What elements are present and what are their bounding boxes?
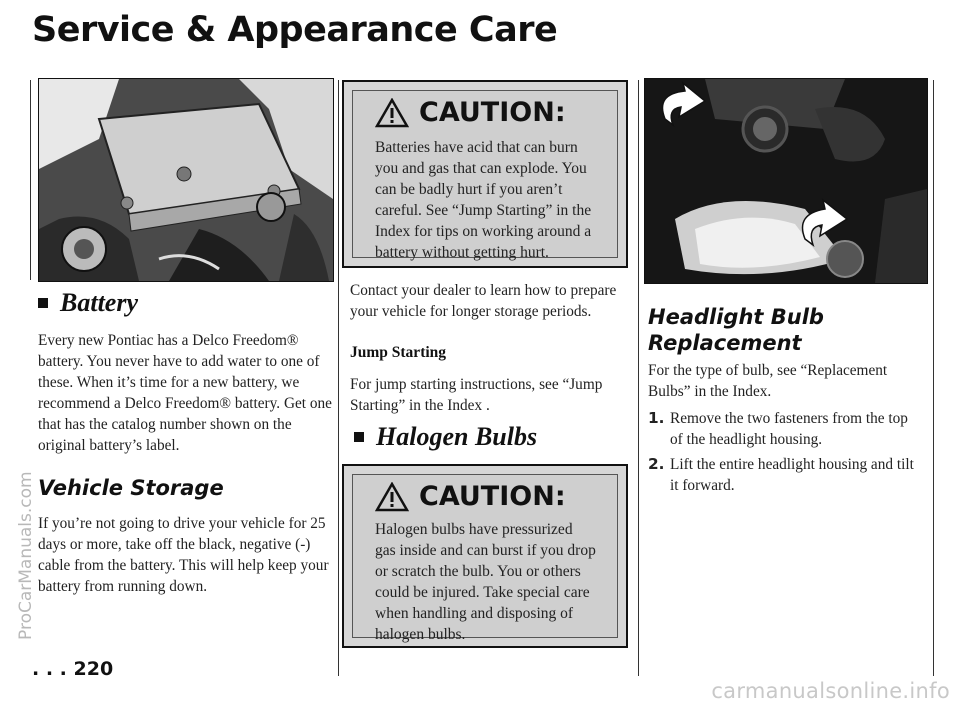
- step-text: Lift the entire headlight housing and tilt it forward.: [670, 456, 914, 494]
- page-edge-rule-left: [30, 80, 31, 280]
- headlight-photo: [644, 78, 928, 284]
- caution-title-text: CAUTION:: [419, 97, 566, 128]
- side-watermark: [0, 240, 36, 660]
- caution-box-battery: [342, 80, 628, 268]
- battery-heading-text: Battery: [60, 288, 138, 317]
- vehicle-storage-heading: Vehicle Storage: [38, 476, 224, 500]
- side-watermark-text: ProCarManuals.com: [16, 471, 36, 640]
- halogen-heading: [354, 422, 537, 452]
- step-number: 1.: [648, 409, 665, 427]
- bottom-watermark: carmanualsonline.info: [711, 679, 950, 703]
- bullet-square-icon: [354, 432, 364, 442]
- page-number: . . . 220: [32, 658, 114, 680]
- caution-body: Halogen bulbs have pressurized gas inside and can burst if you drop or scratch the bulb. You or others could be injured. Take special care when handling and disposing of halogen bulbs.: [375, 521, 596, 643]
- jump-starting-body: For jump starting instructions, see “Jump Starting” in the Index .: [350, 376, 603, 414]
- headlight-heading: Headlight Bulb Replacement: [648, 305, 824, 355]
- caution-box-halogen: [342, 464, 628, 648]
- step-text: Remove the two fasteners from the top of the headlight housing.: [670, 410, 908, 448]
- bullet-square-icon: [38, 298, 48, 308]
- caution-title-text: CAUTION:: [419, 481, 566, 512]
- halogen-heading-text: Halogen Bulbs: [376, 422, 538, 451]
- caution-box-inner: [352, 90, 618, 261]
- battery-section: [38, 288, 332, 456]
- caution-title: [375, 97, 566, 128]
- jump-starting-heading: Jump Starting: [350, 344, 447, 361]
- headlight-photo-illustration: [645, 79, 927, 283]
- vehicle-storage-section: [38, 475, 332, 597]
- battery-photo: [38, 78, 334, 282]
- warning-triangle-icon: [375, 482, 409, 512]
- battery-heading: [38, 288, 332, 318]
- step-number: 2.: [648, 455, 665, 473]
- headlight-step-2: [648, 454, 918, 496]
- headlight-step-1: [648, 408, 918, 450]
- caution-title: [375, 481, 566, 512]
- page-edge-rule: [933, 80, 934, 676]
- headlight-intro: For the type of bulb, see “Replacement Bulbs” in the Index.: [648, 362, 888, 400]
- page-title: Service & Appearance Care: [32, 10, 558, 50]
- caution-body: Batteries have acid that can burn you and gas that can explode. You can be badly hurt if you aren’t careful. See “Jump Starting” in the Index for tips on working around a battery without getting hurt.: [375, 139, 592, 261]
- battery-photo-illustration: [39, 79, 333, 281]
- vehicle-storage-body: If you’re not going to drive your vehicle for 25 days or more, take off the black, negative (-) cable from the battery. This will help keep your battery from running down.: [38, 515, 329, 595]
- battery-body: Every new Pontiac has a Delco Freedom® battery. You never have to add water to one of these. When it’s time for a new battery, we recommend a Delco Freedom® battery. Get one that has the catalog number shown on the original battery’s label.: [38, 332, 332, 454]
- warning-triangle-icon: [375, 98, 409, 128]
- column-divider-right: [638, 80, 639, 676]
- caution-box-inner: [352, 474, 618, 643]
- column-divider-left: [338, 80, 339, 676]
- storage-contact-text: Contact your dealer to learn how to prepare your vehicle for longer storage periods.: [350, 282, 617, 320]
